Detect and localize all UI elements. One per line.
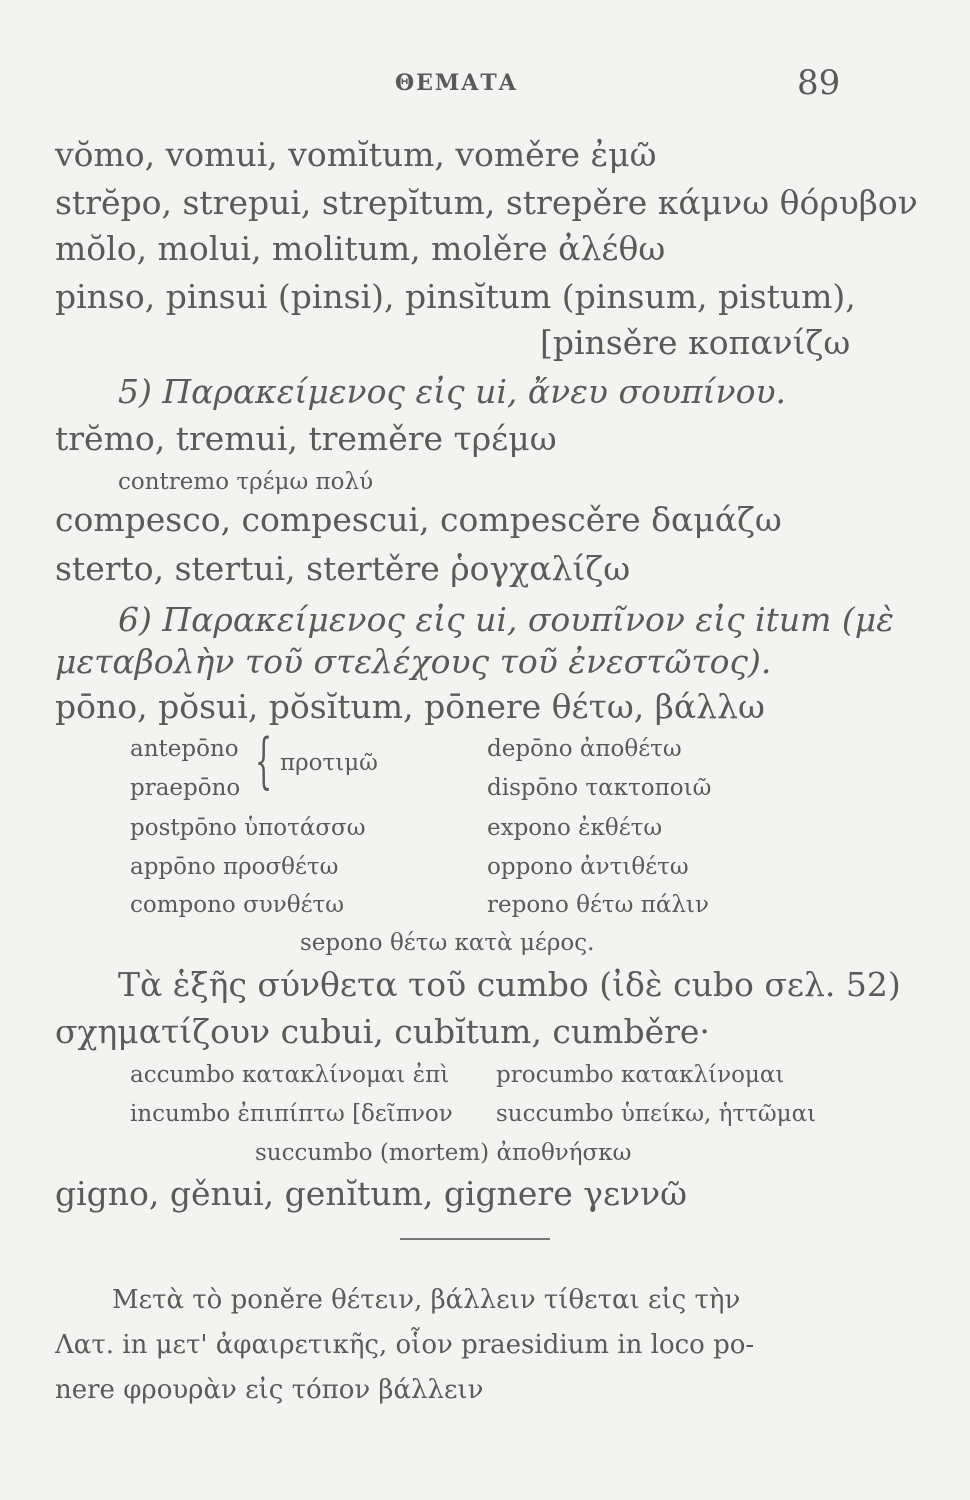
compound-postpono: postpōno ὑποτάσσω xyxy=(130,815,366,841)
compound-appono: appōno προσθέτω xyxy=(130,854,339,880)
footnote-line-1: Μετὰ τὸ poněre θέτειν, βάλλειν τίθεται εἰς τὴν xyxy=(112,1285,741,1315)
compound-incumbo: incumbo ἐπιπίπτω [δεῖπνον xyxy=(130,1101,453,1127)
brace-symbol: { xyxy=(255,726,273,796)
cumbo-intro-line-1: Τὰ ἑξῆς σύνθετα τοῦ cumbo (ἰδὲ cubo σελ. 52) xyxy=(118,965,901,1004)
compound-accumbo: accumbo κατακλίνομαι ἐπὶ xyxy=(130,1062,450,1088)
verb-line-pono: pōno, pŏsui, pŏsĭtum, pōnere θέτω, βάλλω xyxy=(55,687,765,726)
section-divider xyxy=(400,1238,550,1240)
compound-sepono: sepono θέτω κατὰ μέρος. xyxy=(300,930,595,956)
compound-succumbo-mortem: succumbo (mortem) ἀποθνήσκω xyxy=(255,1140,632,1166)
verb-line-gigno: gigno, gěnui, genĭtum, gignere γεννῶ xyxy=(55,1174,688,1213)
section-heading-5: 5) Παρακείμενος εἰς ui, ἄνευ σουπίνου. xyxy=(118,372,787,411)
verb-line-molo: mŏlo, molui, molitum, molěre ἀλέθω xyxy=(55,229,666,268)
verb-line-pinso: pinso, pinsui (pinsi), pinsĭtum (pinsum, pistum), xyxy=(55,277,856,316)
verb-line-compesco: compesco, compescui, compescěre δαμάζω xyxy=(55,500,782,539)
verb-line-contremo: contremo τρέμω πολύ xyxy=(118,469,374,495)
compound-expono: expono ἐκθέτω xyxy=(487,815,663,841)
running-head: ΘΕΜΑΤΑ xyxy=(395,70,518,96)
section-heading-6: 6) Παρακείμενος εἰς ui, σουπῖνον εἰς itum (μὲ xyxy=(118,600,894,639)
page-number: 89 xyxy=(797,63,841,103)
compound-oppono: oppono ἀντιθέτω xyxy=(487,854,689,880)
verb-line-strepo: strĕpo, strepui, strepĭtum, strepěre κάμνω θόρυβον xyxy=(55,183,918,222)
footnote-line-2: Λατ. in μετ' ἀφαιρετικῆς, οἷον praesidium in loco po- xyxy=(55,1330,755,1360)
compound-compono: compono συνθέτω xyxy=(130,892,344,918)
footnote-line-3: nere φρουρὰν εἰς τόπον βάλλειν xyxy=(55,1375,484,1405)
verb-line-vomo: vŏmo, vomui, vomĭtum, voměre ἐμῶ xyxy=(55,135,657,174)
verb-line-sterto: sterto, stertui, stertěre ῥογχαλίζω xyxy=(55,549,631,588)
verb-line-tremo: trĕmo, tremui, treměre τρέμω xyxy=(55,419,557,458)
compound-depono: depōno ἀποθέτω xyxy=(487,736,682,762)
verb-line-pinso-cont: [pinsěre κοπανίζω xyxy=(540,323,851,362)
brace-gloss: προτιμῶ xyxy=(280,750,378,776)
compound-succumbo: succumbo ὑπείκω, ἡττῶμαι xyxy=(496,1101,817,1127)
compound-antepono: antepōno xyxy=(130,736,239,762)
compound-repono: repono θέτω πάλιν xyxy=(487,892,709,918)
compound-praepono: praepōno xyxy=(130,775,241,801)
compound-dispono: dispōno τακτοποιῶ xyxy=(487,775,712,801)
section-heading-6-cont: μεταβολὴν τοῦ στελέχους τοῦ ἐνεστῶτος). xyxy=(55,642,772,681)
compound-procumbo: procumbo κατακλίνομαι xyxy=(496,1062,785,1088)
cumbo-intro-line-2: σχηματίζουν cubui, cubĭtum, cumběre· xyxy=(55,1012,710,1051)
